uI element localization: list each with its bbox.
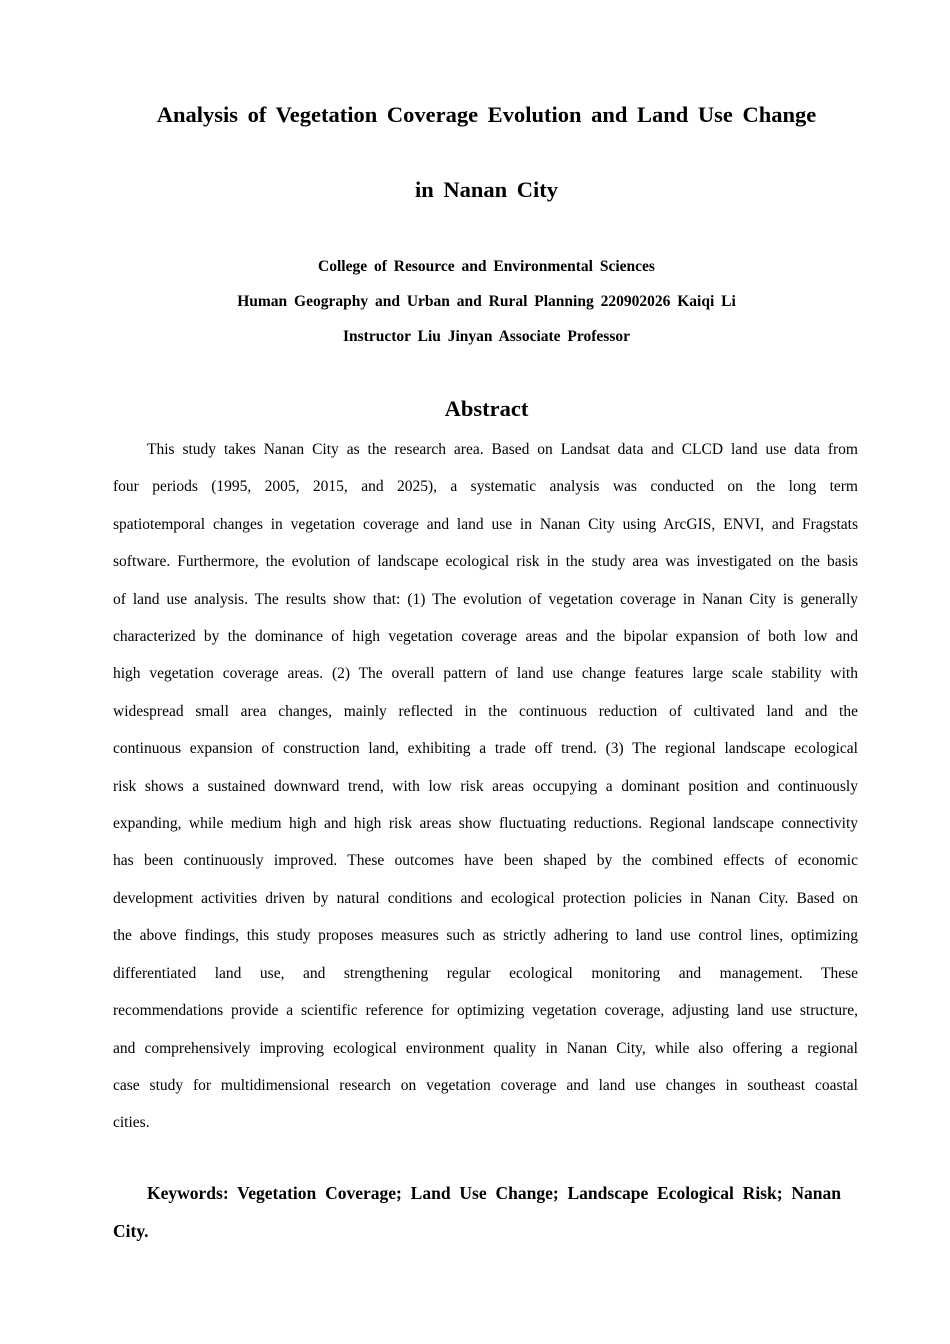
paper-title-line-1: Analysis of Vegetation Coverage Evolution and Land Use Change xyxy=(156,102,817,127)
abstract-body: This study takes Nanan City as the research area. Based on Landsat data and CLCD land use data from four periods (1995, 2005, 2015, and 2025), a systematic analysis was conducted on the long term spatiotemporal changes in vegetation coverage and land use in Nanan City using ArcGIS, ENVI, and Fragstats software. Furthermore, the evolution of landscape ecological risk in the study area was investigated on the basis of land use analysis. The results show that: (1) The evolution of vegetation coverage in Nanan City is generally characterized by the dominance of high vegetation coverage areas and the bipolar expansion of both low and high vegetation coverage areas. (2) The overall pattern of land use change features large scale stability with widespread small area changes, mainly reflected in the continuous reduction of cultivated land and the continuous expansion of construction land, exhibiting a trade off trend. (3) The regional landscape ecological risk shows a sustained downward trend, with low risk areas occupying a dominant position and continuously expanding, while medium high and high risk areas show fluctuating reductions. Regional landscape connectivity has been continuously improved. These outcomes have been shaped by the combined effects of economic development activities driven by natural conditions and ecological protection policies in Nanan City. Based on the above findings, this study proposes measures such as strictly adhering to land use control lines, optimizing differentiated land use, and strengthening regular ecological monitoring and management. These recommendations provide a scientific reference for optimizing vegetation coverage, adjusting land use structure, and comprehensively improving ecological environment quality in Nanan City, while also offering a regional case study for multidimensional research on vegetation coverage and land use changes in southeast coastal cities. xyxy=(113,441,858,1132)
paper-title-line-2: in Nanan City xyxy=(414,177,559,202)
abstract-heading: Abstract xyxy=(444,396,529,421)
instructor-line: Instructor Liu Jinyan Associate Professor xyxy=(343,328,630,345)
keywords-line: Keywords: Vegetation Coverage; Land Use Change; Landscape Ecological Risk; Nanan City. xyxy=(113,1183,841,1241)
program-and-author: Human Geography and Urban and Rural Planning 220902026 Kaiqi Li xyxy=(237,293,736,310)
college-name: College of Resource and Environmental Sciences xyxy=(318,258,655,275)
